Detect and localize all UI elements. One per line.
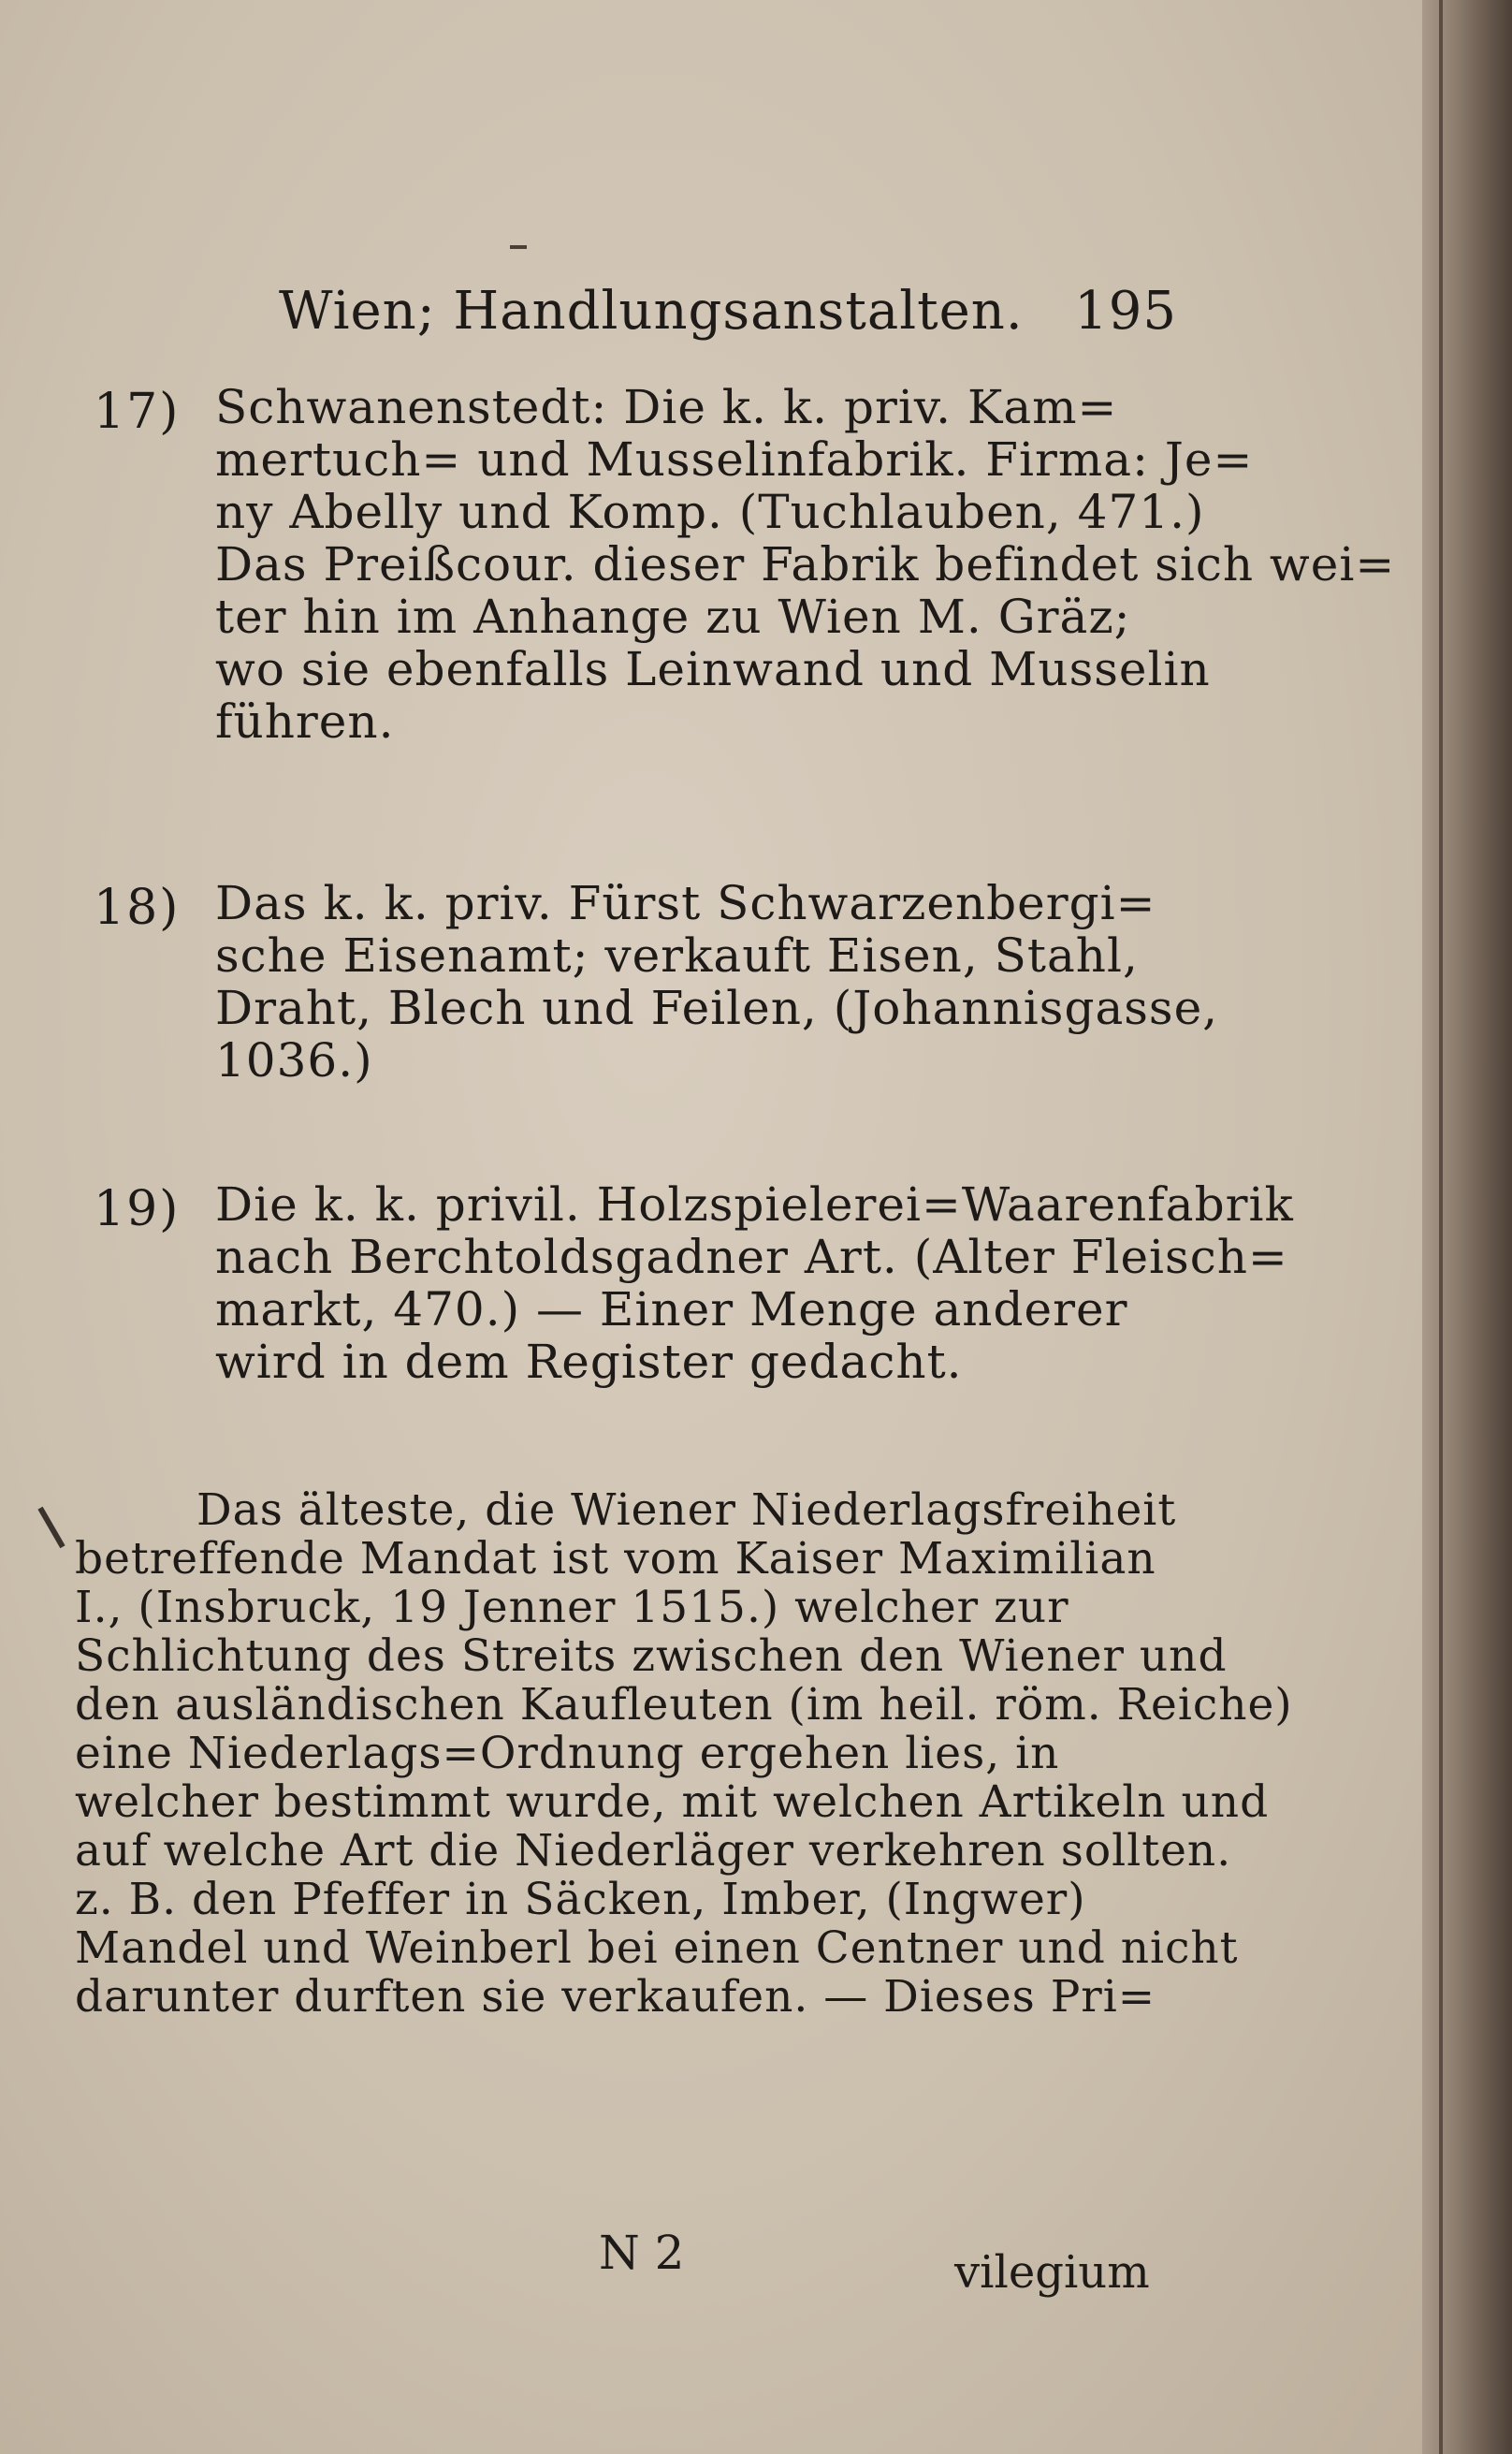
entry-text — [215, 876, 1219, 1089]
text-line: ny Abelly und Komp. (Tuchlauben, 471.) — [215, 485, 1205, 539]
text-line: auf welche Art die Niederläger verkehren sollten. — [75, 1825, 1232, 1877]
running-header — [279, 281, 1177, 356]
text-line: ter hin im Anhange zu Wien M. Gräz; — [215, 590, 1131, 644]
text-line: 1036.) — [215, 1033, 373, 1088]
text-line: darunter durften sie verkaufen. — Dieses Pri= — [75, 1971, 1156, 2023]
catchword: vilegium — [954, 2246, 1150, 2299]
text-line: Das k. k. priv. Fürst Schwarzenbergi= — [215, 876, 1156, 930]
text-line: Mandel und Weinberl bei einen Centner und nicht — [75, 1922, 1239, 1974]
text-line: wird in dem Register gedacht. — [215, 1335, 963, 1389]
entry-number: 17) — [94, 384, 181, 440]
text-line: sche Eisenamt; verkauft Eisen, Stahl, — [215, 928, 1139, 983]
text-line: Schlichtung des Streits zwischen den Wiener und — [75, 1630, 1228, 1682]
header-title: Wien; Handlungsanstalten. — [279, 281, 1024, 342]
entry-text — [215, 1177, 1294, 1391]
text-line: nach Berchtoldsgadner Art. (Alter Fleisch= — [215, 1230, 1288, 1284]
margin-pencil-mark — [37, 1507, 65, 1549]
text-line: eine Niederlags=Ordnung ergehen lies, in — [75, 1728, 1060, 1779]
text-line: wo sie ebenfalls Leinwand und Musselin — [215, 642, 1211, 696]
text-line: Schwanenstedt: Die k. k. priv. Kam= — [215, 380, 1118, 434]
body-paragraph — [75, 1484, 1293, 2023]
text-line: Das Preißcour. dieser Fabrik befindet sich wei= — [215, 537, 1396, 592]
text-line: führen. — [215, 694, 395, 749]
text-line: markt, 470.) — Einer Menge anderer — [215, 1282, 1128, 1337]
entry-number: 18) — [94, 880, 181, 936]
text-line: welcher bestimmt wurde, mit welchen Artikeln und — [75, 1776, 1270, 1828]
text-line: Die k. k. privil. Holzspielerei=Waarenfabrik — [215, 1177, 1294, 1232]
text-line: Draht, Blech und Feilen, (Johannisgasse, — [215, 981, 1219, 1035]
text-line: den ausländischen Kaufleuten (im heil. röm. Reiche) — [75, 1679, 1293, 1731]
entry-number: 19) — [94, 1181, 181, 1237]
text-line: betreffende Mandat ist vom Kaiser Maximilian — [75, 1533, 1156, 1585]
text-line: I., (Insbruck, 19 Jenner 1515.) welcher zur — [75, 1582, 1069, 1633]
entry-text — [215, 380, 1396, 751]
header-ornament — [510, 245, 527, 249]
text-line: mertuch= und Musselinfabrik. Firma: Je= — [215, 432, 1254, 487]
page-edge-line — [1439, 0, 1443, 2454]
text-line: z. B. den Pfeffer in Säcken, Imber, (Ingwer) — [75, 1874, 1086, 1925]
text-line: Das älteste, die Wiener Niederlagsfreiheit — [196, 1484, 1177, 1536]
signature-mark: N 2 — [599, 2226, 685, 2280]
page-edge-shadow — [1422, 0, 1512, 2454]
page-number: 195 — [1074, 281, 1177, 342]
